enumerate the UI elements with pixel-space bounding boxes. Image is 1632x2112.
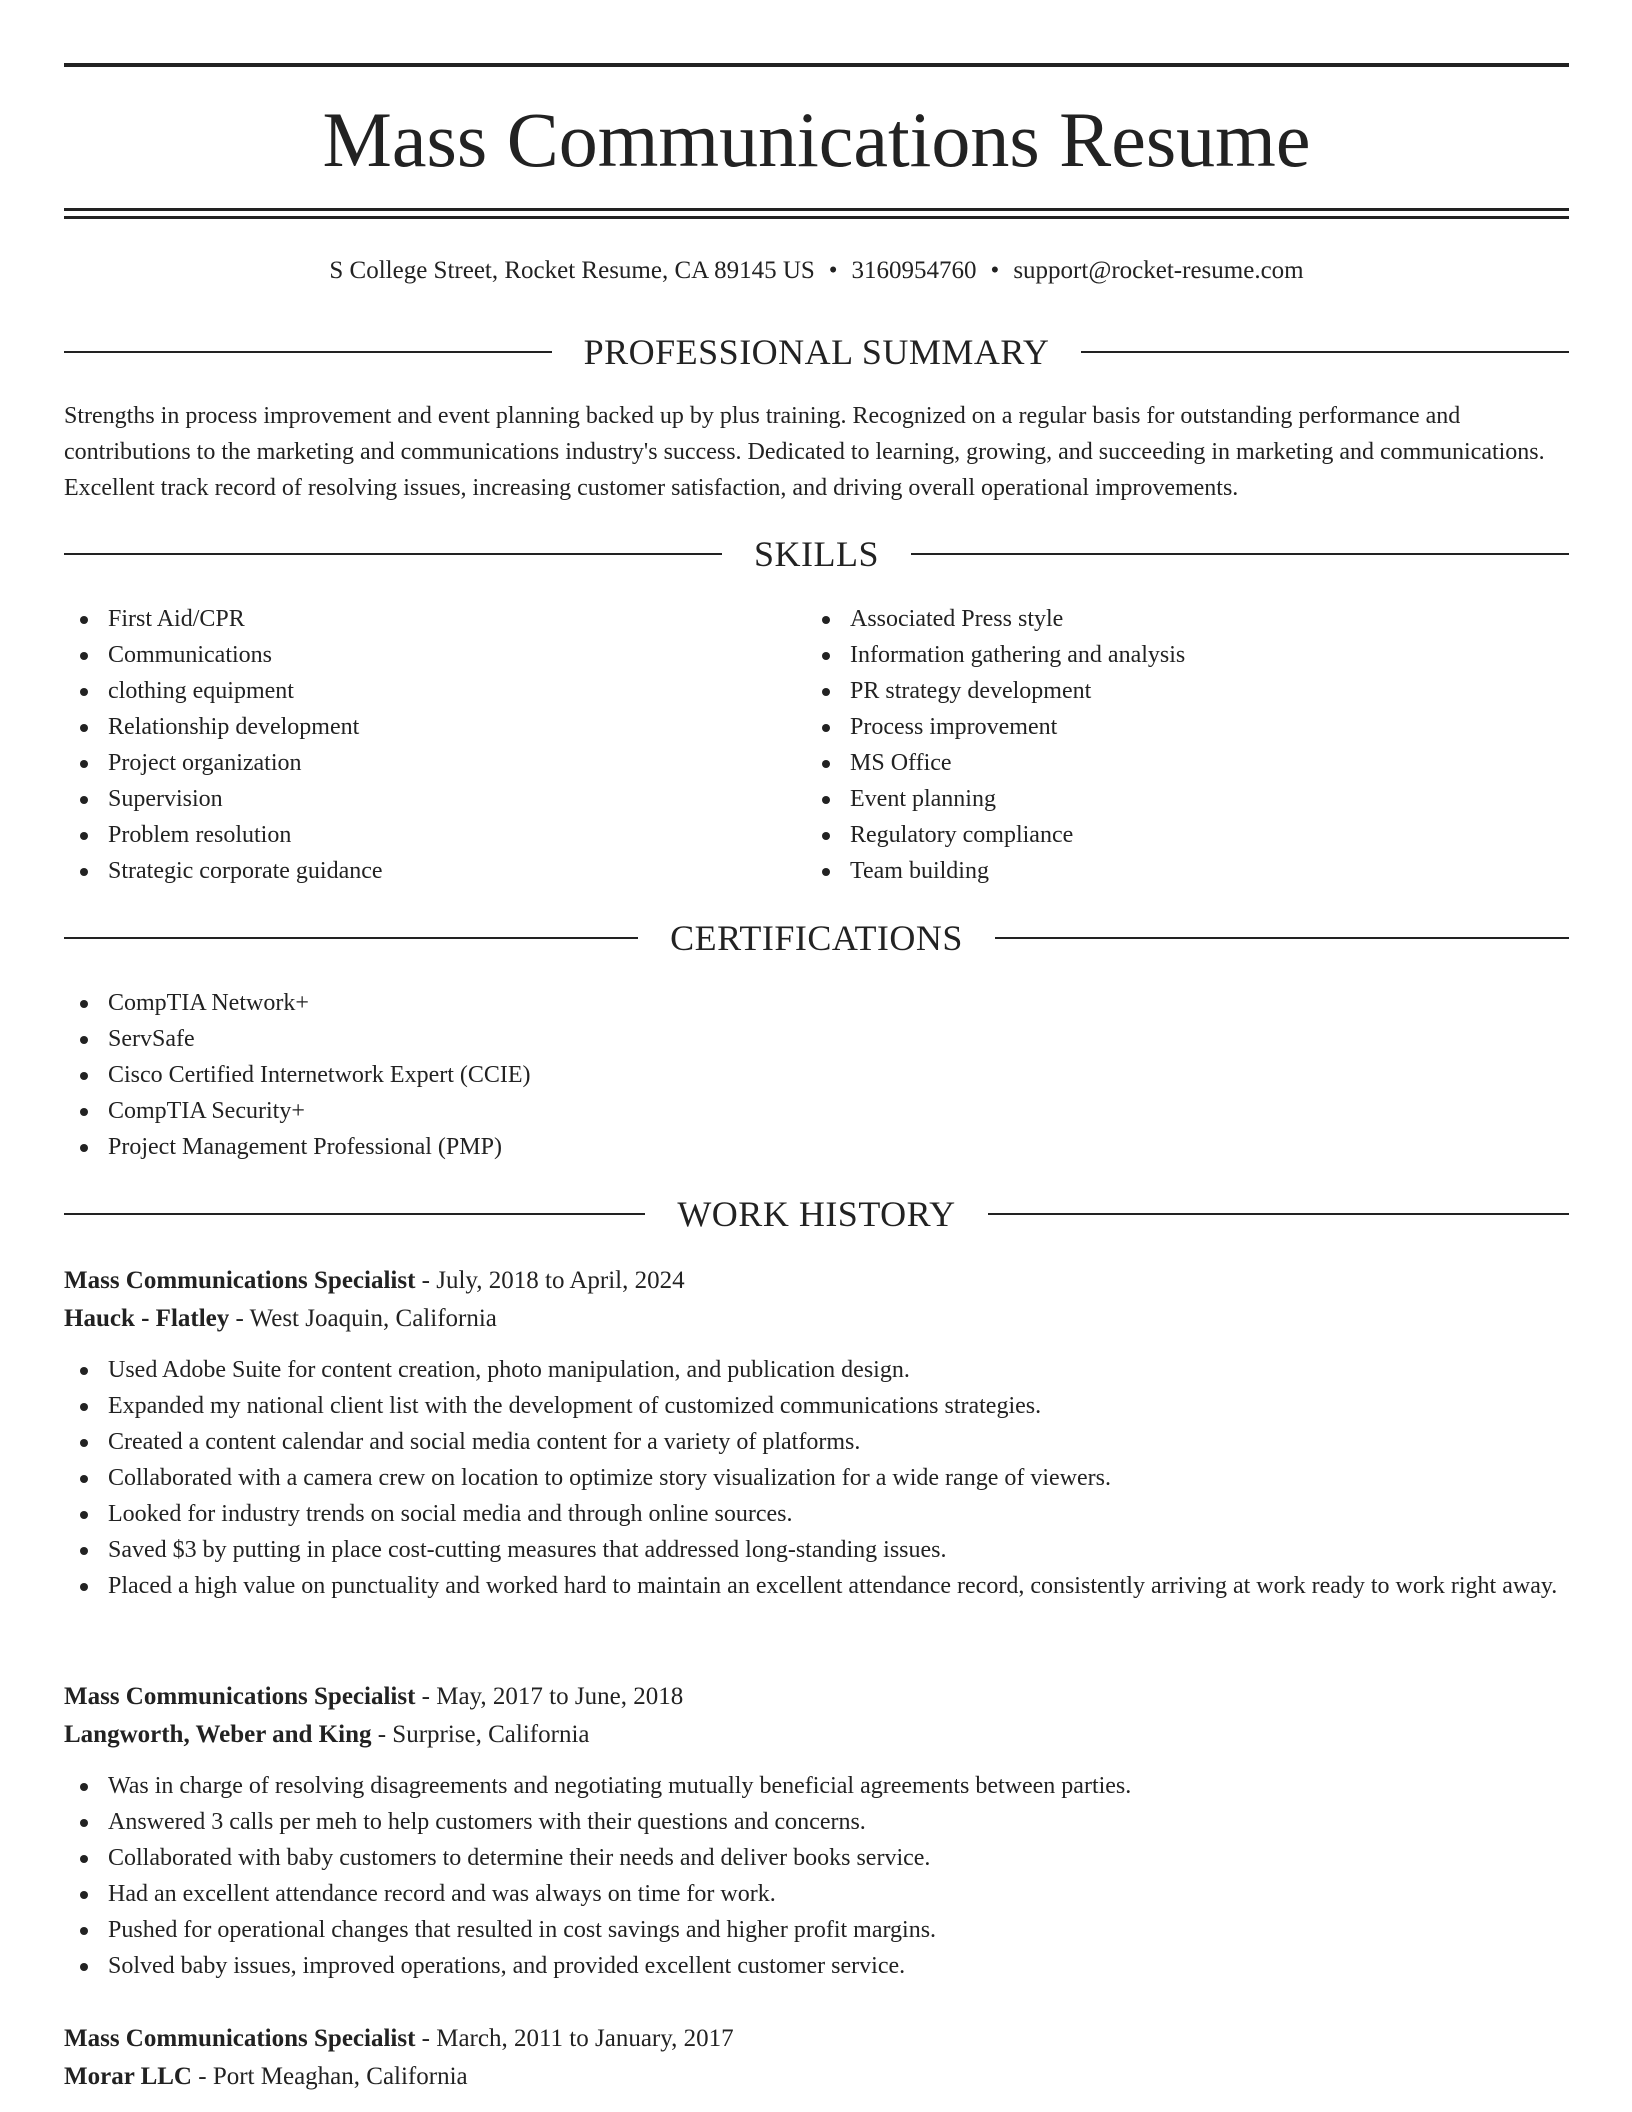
heading-rule [995, 937, 1569, 939]
heading-rule [911, 553, 1569, 555]
job-dates: - March, 2011 to January, 2017 [415, 2025, 734, 2052]
job-company: Morar LLC [64, 2063, 192, 2090]
heading-rule [64, 553, 722, 555]
resume-title: Mass Communications Resume [322, 96, 1311, 183]
job-duties-list [64, 1768, 1569, 1984]
section-title: PROFESSIONAL SUMMARY [583, 332, 1050, 372]
certification-item: ServSafe [64, 1021, 1569, 1057]
certification-item: CompTIA Network+ [64, 985, 1569, 1021]
heading-rule [64, 351, 552, 353]
section-heading-skills [64, 532, 1569, 576]
job-company-line [64, 2058, 1569, 2096]
summary-text: Strengths in process improvement and event planning backed up by plus training. Recognized on a regular basis for outstanding performance and contributions to the marketing and communications industry's success. Dedicated to learning, growing, and succeeding in marketing and communications. Excellent track record of resolving issues, increasing customer satisfaction, and driving overall operational improvements. [64, 403, 1545, 501]
job-title: Mass Communications Specialist [64, 1683, 416, 1710]
skill-item: Supervision [64, 781, 804, 817]
job-duty: Saved $3 by putting in place cost-cutting measures that addressed long-standing issues. [64, 1532, 1569, 1568]
job-duty: Answered 3 calls per meh to help customers with their questions and concerns. [64, 1804, 1569, 1840]
certification-item: Project Management Professional (PMP) [64, 1129, 1569, 1165]
job-title-line [64, 2020, 1569, 2058]
job-duty: Looked for industry trends on social media and through online sources. [64, 1496, 1569, 1532]
certifications-list [64, 985, 1569, 1165]
job-duty: Solved baby issues, improved operations, and provided excellent customer service. [64, 1948, 1569, 1984]
job-duty: Collaborated with baby customers to determine their needs and deliver books service. [64, 1840, 1569, 1876]
job-company: Langworth, Weber and King [64, 1721, 372, 1748]
job-location: - Port Meaghan, California [192, 2063, 468, 2090]
heading-rule [64, 1213, 645, 1215]
skill-item: Information gathering and analysis [806, 637, 1566, 673]
section-heading-certifications [64, 916, 1569, 960]
skill-item: MS Office [806, 745, 1566, 781]
job-entry [64, 1262, 1569, 1604]
job-title: Mass Communications Specialist [64, 1267, 416, 1294]
job-title-line [64, 1678, 1569, 1716]
skill-item: PR strategy development [806, 673, 1566, 709]
certification-item: CompTIA Security+ [64, 1093, 1569, 1129]
job-duty: Collaborated with a camera crew on location to optimize story visualization for a wide range of viewers. [64, 1460, 1569, 1496]
job-company: Hauck - Flatley [64, 1305, 230, 1332]
section-heading-summary [64, 330, 1569, 374]
section-title: CERTIFICATIONS [670, 918, 963, 958]
skill-item: First Aid/CPR [64, 601, 804, 637]
job-entry [64, 1678, 1569, 1984]
title-rule-lower [64, 216, 1569, 219]
job-dates: - July, 2018 to April, 2024 [415, 1267, 685, 1294]
heading-rule [64, 937, 638, 939]
job-location: - West Joaquin, California [229, 1305, 497, 1332]
top-rule [64, 63, 1569, 67]
job-duty: Placed a high value on punctuality and worked hard to maintain an excellent attendance record, consistently arriving at work ready to work right away. [64, 1568, 1569, 1604]
skill-item: Process improvement [806, 709, 1566, 745]
contact-separator: • [990, 257, 1000, 284]
skill-item: clothing equipment [64, 673, 804, 709]
skill-item: Communications [64, 637, 804, 673]
job-company-line [64, 1716, 1569, 1754]
skill-item: Problem resolution [64, 817, 804, 853]
section-title: WORK HISTORY [677, 1194, 956, 1234]
section-heading-work-history [64, 1192, 1569, 1236]
title-rule-upper [64, 208, 1569, 211]
heading-rule [1081, 351, 1569, 353]
skill-item: Associated Press style [806, 601, 1566, 637]
contact-phone: 3160954760 [851, 257, 977, 284]
contact-email: support@rocket-resume.com [1013, 257, 1304, 284]
skills-list-left [64, 601, 804, 889]
skills-list-right [806, 601, 1566, 889]
contact-line [64, 254, 1569, 288]
heading-rule [988, 1213, 1569, 1215]
skill-item: Regulatory compliance [806, 817, 1566, 853]
job-duties-list [64, 1352, 1569, 1604]
job-duty: Had an excellent attendance record and was always on time for work. [64, 1876, 1569, 1912]
skill-item: Project organization [64, 745, 804, 781]
job-duty: Expanded my national client list with the development of customized communications strategies. [64, 1388, 1569, 1424]
job-duty: Pushed for operational changes that resulted in cost savings and higher profit margins. [64, 1912, 1569, 1948]
job-company-line [64, 1300, 1569, 1338]
certification-item: Cisco Certified Internetwork Expert (CCIE) [64, 1057, 1569, 1093]
skill-item: Team building [806, 853, 1566, 889]
job-duty: Created a content calendar and social media content for a variety of platforms. [64, 1424, 1569, 1460]
section-title: SKILLS [754, 534, 880, 574]
skill-item: Relationship development [64, 709, 804, 745]
skill-item: Strategic corporate guidance [64, 853, 804, 889]
job-duty: Was in charge of resolving disagreements and negotiating mutually beneficial agreements between parties. [64, 1768, 1569, 1804]
job-duty: Used Adobe Suite for content creation, photo manipulation, and publication design. [64, 1352, 1569, 1388]
job-dates: - May, 2017 to June, 2018 [415, 1683, 684, 1710]
contact-address: S College Street, Rocket Resume, CA 89145 US [329, 257, 815, 284]
job-title-line [64, 1262, 1569, 1300]
job-title: Mass Communications Specialist [64, 2025, 416, 2052]
skill-item: Event planning [806, 781, 1566, 817]
job-location: - Surprise, California [371, 1721, 590, 1748]
job-entry [64, 2020, 1569, 2096]
contact-separator: • [828, 257, 838, 284]
